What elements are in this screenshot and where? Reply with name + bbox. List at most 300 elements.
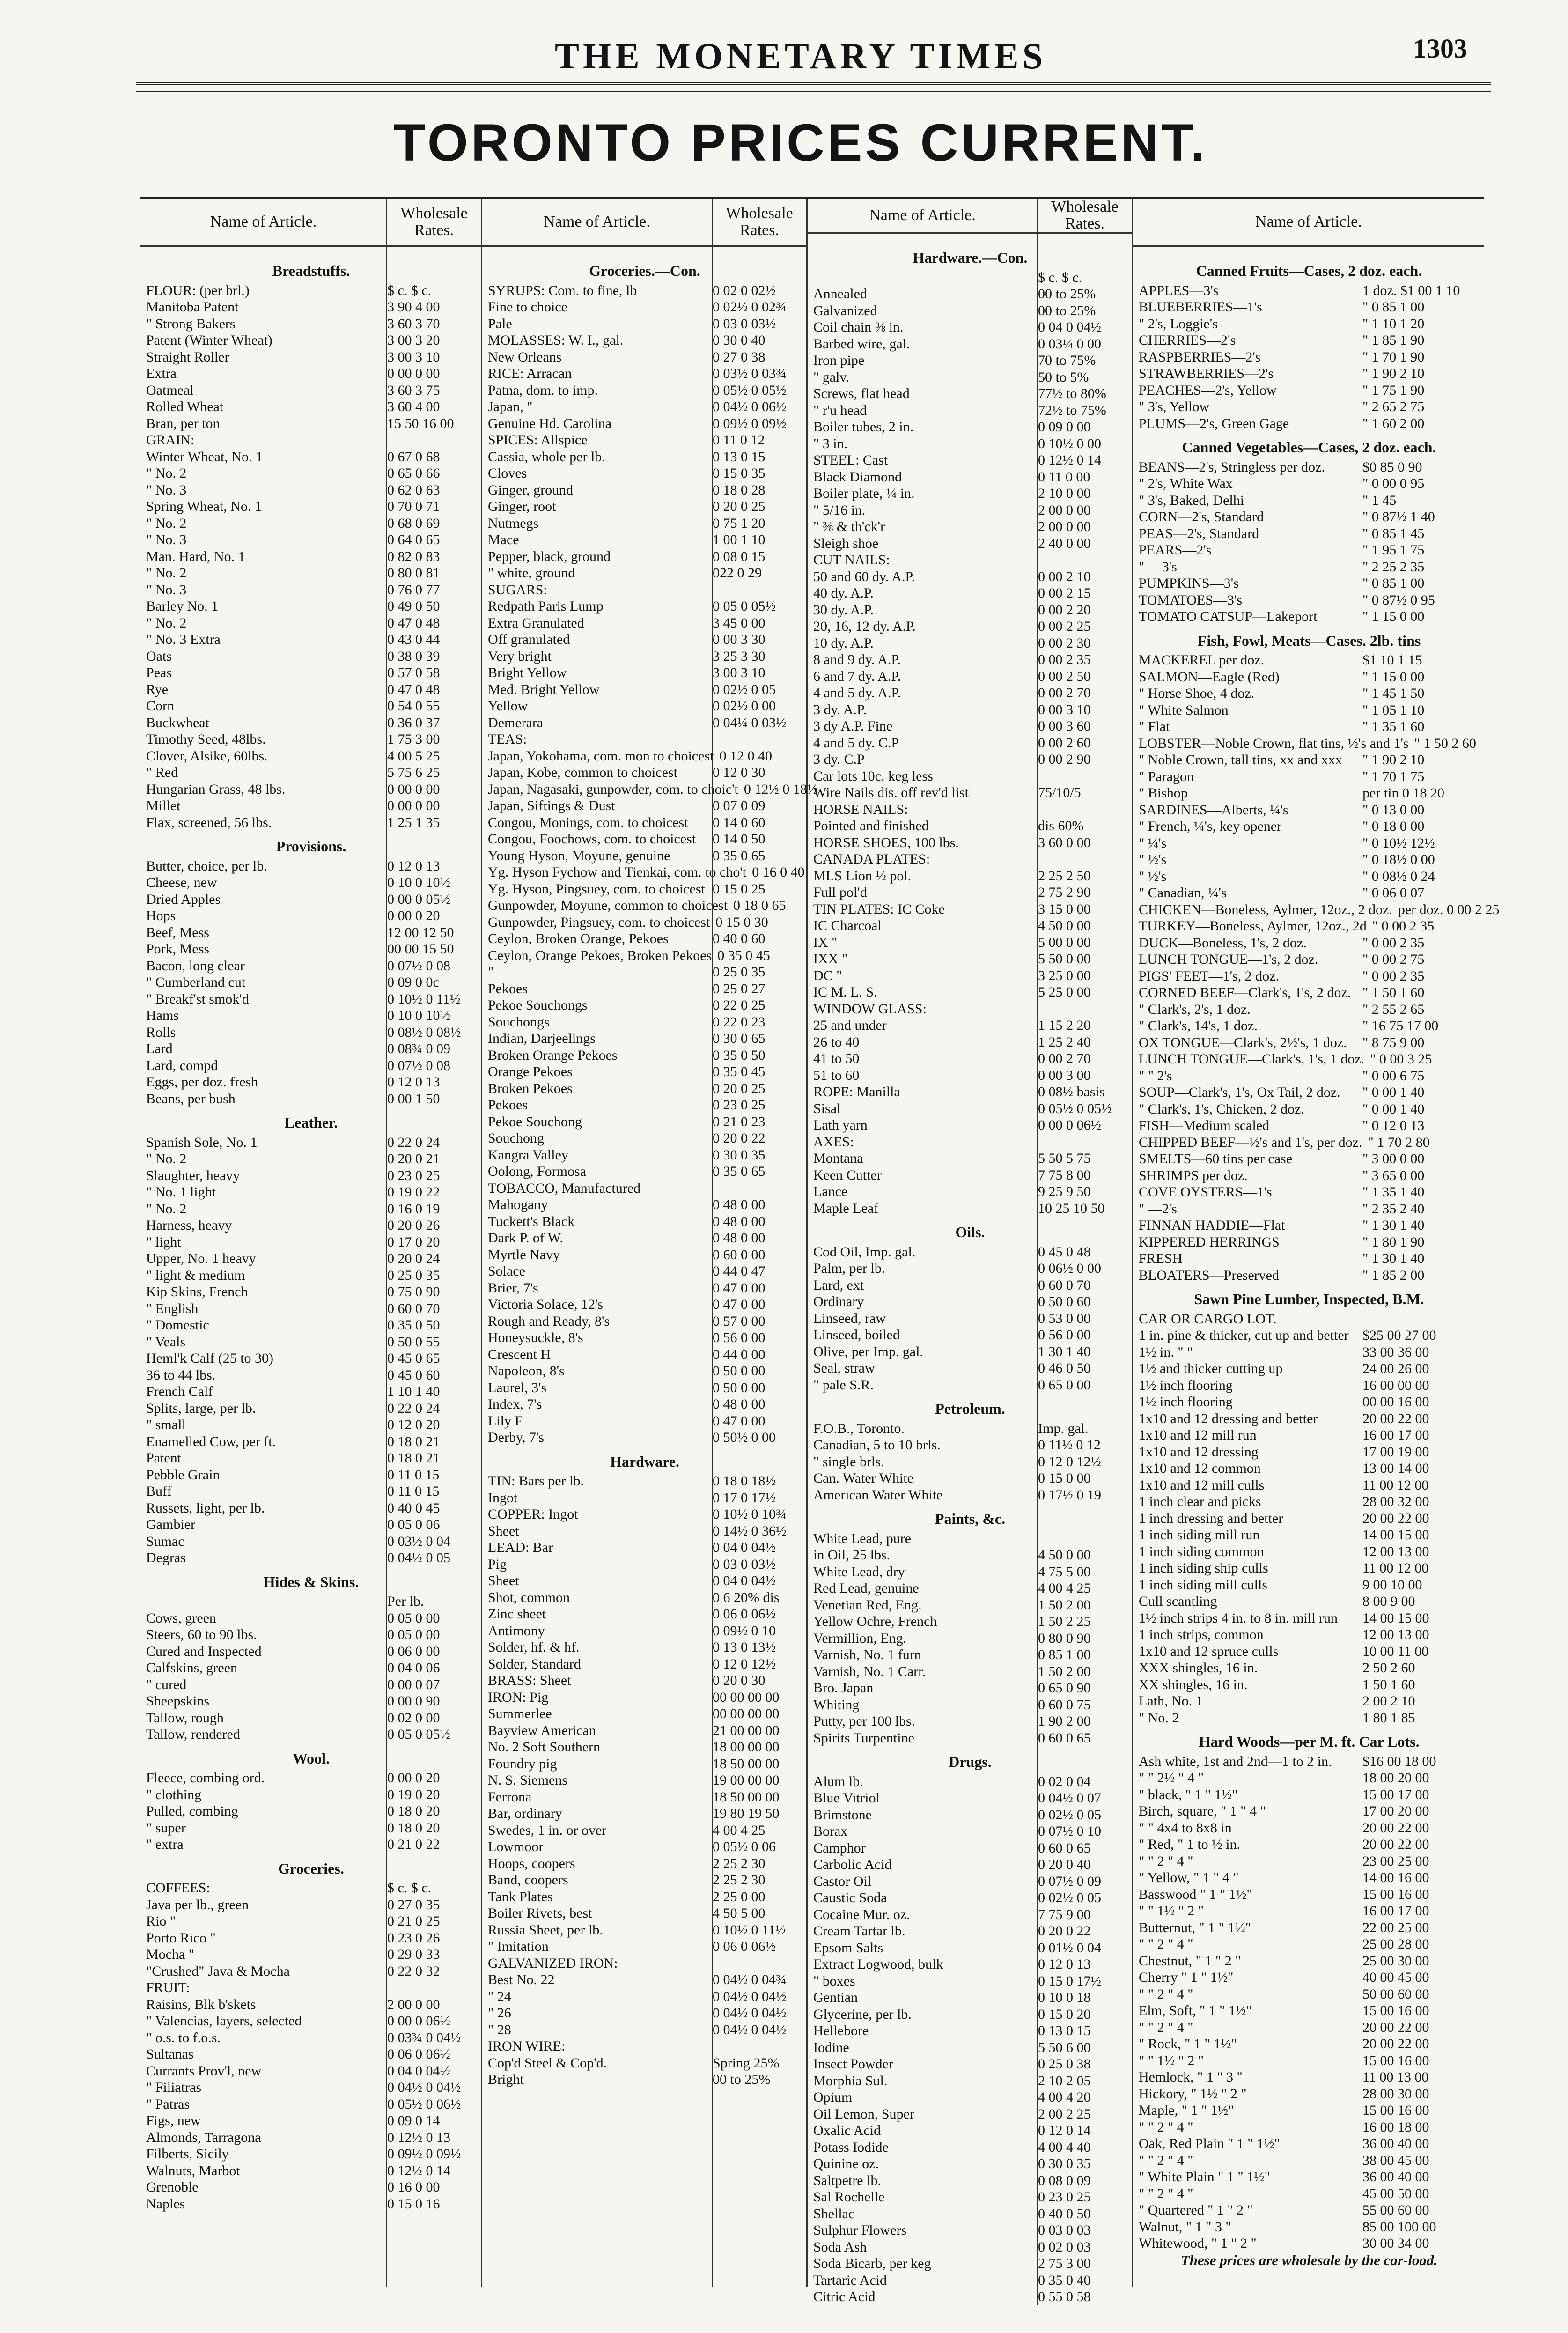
article-name: MOLASSES: W. I., gal.: [488, 332, 624, 348]
article-name: Boiler tubes, 2 in.: [813, 419, 914, 435]
article-name: " light: [146, 1234, 181, 1250]
price-row: [813, 419, 1127, 436]
header-name-of-article: Name of Article.: [1255, 213, 1362, 230]
article-name: Tuckett's Black: [488, 1213, 575, 1229]
wholesale-rate: 0 04½ 0 04½: [713, 2005, 787, 2021]
wholesale-rate: 2 25 2 30: [713, 1855, 766, 1871]
wholesale-rate: 3 00 3 10: [713, 665, 766, 680]
wholesale-rate: 0 44 0 00: [713, 1346, 766, 1362]
wholesale-rate: 0 03 0 03½: [713, 1556, 776, 1572]
wholesale-rate: 9 00 10 00: [1362, 1577, 1422, 1593]
price-row: [813, 336, 1127, 353]
article-name: Cocaine Mur. oz.: [813, 1906, 910, 1922]
wholesale-rate: 0 35 0 50: [387, 1317, 440, 1333]
wholesale-rate: 0 18 0 20: [387, 1803, 440, 1819]
price-row: [813, 1067, 1127, 1084]
price-row: [1139, 1134, 1480, 1151]
price-row: [146, 1533, 476, 1550]
price-row: [146, 2063, 476, 2080]
article-name: Gentian: [813, 1990, 858, 2005]
wholesale-rate: " 0 18½ 0 00: [1362, 852, 1435, 867]
article-name: " " 1½ " 2 ": [1139, 2052, 1204, 2068]
price-row: [1139, 1234, 1480, 1251]
price-row: [1139, 2119, 1480, 2136]
article-name: " No. 2: [146, 565, 187, 581]
price-row: [488, 1097, 802, 1114]
wholesale-rate: 0 10½ 0 11½: [713, 1922, 786, 1938]
wholesale-rate: 2 00 0 00: [1038, 502, 1091, 518]
article-name: Yg. Hyson Fychow and Tienkai, com. to cho't: [488, 864, 747, 880]
wholesale-rate: 14 00 15 00: [1362, 1527, 1429, 1543]
price-row: [813, 1646, 1127, 1663]
price-row: [146, 1041, 476, 1057]
article-name: Ceylon, Orange Pekoes, Broken Pekoes: [488, 947, 712, 963]
price-row: [146, 598, 476, 615]
wholesale-rate: 0 04 0 04½: [1038, 319, 1101, 335]
article-name: Straight Roller: [146, 349, 229, 365]
wholesale-rate: 0 82 0 83: [387, 548, 440, 564]
article-name: TOMATO CATSUP—Lakeport: [1139, 609, 1318, 624]
wholesale-rate: 0 60 0 70: [387, 1300, 440, 1316]
article-name: IC M. L. S.: [813, 984, 877, 1000]
price-row: [146, 1433, 476, 1450]
wholesale-rate: 5 50 6 00: [1038, 2039, 1091, 2055]
article-name: Rio ": [146, 1913, 176, 1929]
wholesale-rate: " 3 65 0 00: [1362, 1167, 1425, 1183]
price-row: [813, 585, 1127, 602]
article-name: " " 1½ " 2 ": [1139, 1903, 1204, 1919]
article-name: Tartaric Acid: [813, 2272, 887, 2288]
article-name: IRON: Pig: [488, 1689, 549, 1705]
article-name: White Lead, dry: [813, 1564, 905, 1580]
article-name: Naples: [146, 2196, 185, 2212]
section-heading: Hides & Skins.: [263, 1573, 359, 1590]
price-row: [488, 598, 802, 615]
wholesale-rate: 0 47 0 00: [713, 1413, 766, 1429]
wholesale-rate: 0 35 0 40: [1038, 2272, 1091, 2288]
article-name: Pulled, combing: [146, 1803, 238, 1819]
wholesale-rate: 19 80 19 50: [713, 1806, 780, 1821]
price-row: [146, 548, 476, 565]
article-name: " galv.: [813, 369, 849, 385]
wholesale-rate: 16 00 00 00: [1362, 1377, 1429, 1393]
article-name: " No. 2: [1139, 1710, 1179, 1726]
article-name: 1½ inch flooring: [1139, 1394, 1233, 1410]
article-name: Sisal: [813, 1100, 841, 1116]
wholesale-rate: 18 00 00 00: [713, 1739, 780, 1755]
article-name: " Veals: [146, 1334, 186, 1350]
article-name: AXES:: [813, 1134, 854, 1150]
wholesale-rate: 0 12 0 13: [387, 1074, 440, 1090]
article-name: FLOUR: (per brl.): [146, 282, 250, 298]
price-row: [813, 518, 1127, 535]
article-name: Lard: [146, 1041, 173, 1056]
article-name: " No. 3: [146, 532, 187, 547]
price-row: [1139, 1626, 1480, 1643]
price-row: [488, 930, 802, 947]
article-name: " boxes: [813, 1973, 855, 1989]
price-row: [813, 917, 1127, 934]
article-name: " No. 2: [146, 1201, 187, 1217]
wholesale-rate: 0 07½ 0 09: [1038, 1873, 1101, 1889]
article-name: " 2's, White Wax: [1139, 476, 1233, 491]
price-row: [1139, 1068, 1480, 1085]
article-name: " " 2 " 4 ": [1139, 2152, 1193, 2168]
article-name: Insect Powder: [813, 2056, 893, 2072]
article-name: Nutmegs: [488, 515, 539, 531]
wholesale-rate: 21 00 00 00: [713, 1722, 780, 1738]
wholesale-rate: 3 60 3 75: [387, 382, 440, 398]
wholesale-rate: 0 50 0 00: [713, 1380, 766, 1395]
price-row: [1139, 968, 1480, 985]
wholesale-rate: 0 10½ 0 10¾: [713, 1506, 787, 1522]
article-name: Can. Water White: [813, 1470, 913, 1486]
column-header: [482, 199, 806, 247]
wholesale-rate: 0 57 0 58: [387, 665, 440, 680]
price-row: [146, 1417, 476, 1433]
wholesale-rate: 55 00 60 00: [1362, 2202, 1429, 2218]
price-row: [813, 2106, 1127, 2123]
header-wholesale-rates: Wholesale Rates.: [400, 205, 468, 239]
article-name: Ordinary: [813, 1294, 864, 1309]
header-name-of-article: Name of Article.: [140, 199, 387, 245]
wholesale-rate: 50 to 5%: [1038, 369, 1089, 385]
article-name: Dark P. of W.: [488, 1230, 563, 1246]
wholesale-rate: 1 10 1 40: [387, 1384, 440, 1399]
section-heading: Sawn Pine Lumber, Inspected, B.M.: [1194, 1291, 1424, 1307]
wholesale-rate: 0 27 0 35: [387, 1897, 440, 1912]
price-row: [146, 1516, 476, 1533]
article-name: " Patras: [146, 2096, 190, 2112]
wholesale-rate: 0 14½ 0 36½: [713, 1523, 787, 1539]
wholesale-rate: 0 14 0 50: [713, 831, 766, 847]
price-row: [813, 1470, 1127, 1487]
wholesale-rate: " 0 10½ 12½: [1362, 835, 1435, 851]
price-row: [813, 2139, 1127, 2156]
wholesale-rate: " 1 30 1 40: [1362, 1218, 1425, 1233]
article-name: " Quartered " 1 " 2 ": [1139, 2202, 1253, 2218]
wholesale-rate: $16 00 18 00: [1362, 1753, 1436, 1769]
article-name: IXX ": [813, 951, 848, 967]
price-row: [813, 701, 1127, 718]
section-heading: Canned Fruits—Cases, 2 doz. each.: [1196, 262, 1422, 279]
article-name: 1 inch siding mill run: [1139, 1527, 1260, 1543]
price-row: [813, 568, 1127, 585]
article-name: Spring Wheat, No. 1: [146, 499, 262, 514]
wholesale-rate: 0 09½ 0 10: [713, 1623, 776, 1639]
price-row: [488, 1346, 802, 1363]
wholesale-rate: " 2 35 2 40: [1362, 1201, 1425, 1217]
article-name: SHRIMPS per doz.: [1139, 1167, 1248, 1183]
article-name: Saltpetre lb.: [813, 2172, 881, 2188]
price-row: [813, 1680, 1127, 1697]
article-name: " No. 3: [146, 582, 187, 598]
article-name: " No. 2: [146, 1151, 187, 1166]
wholesale-rate: 25 00 28 00: [1362, 1936, 1429, 1952]
wholesale-rate: 0 14 0 60: [713, 814, 766, 830]
price-row: [813, 485, 1127, 502]
price-row: [813, 1730, 1127, 1747]
article-name: Iodine: [813, 2039, 849, 2055]
wholesale-rate: per tin 0 18 20: [1362, 785, 1444, 801]
masthead: THE MONETARY TIMES: [555, 36, 1046, 76]
price-row: [488, 1180, 802, 1197]
article-name: 1 inch strips, common: [1139, 1627, 1264, 1642]
price-row: [1139, 802, 1480, 819]
price-row: [488, 814, 802, 831]
section-heading: Wool.: [292, 1750, 330, 1767]
wholesale-rate: 0 04 0 06: [387, 1660, 440, 1676]
article-name: Oatmeal: [146, 382, 194, 398]
wholesale-rate: 3 60 4 00: [387, 399, 440, 414]
wholesale-rate: 0 15 0 00: [1038, 1470, 1091, 1486]
wholesale-rate: 0 10 0 10½: [387, 1008, 450, 1023]
price-row: [1139, 1969, 1480, 1986]
article-name: COFFEES:: [146, 1880, 210, 1896]
price-row: [488, 1473, 802, 1490]
article-name: Varnish, No. 1 Carr.: [813, 1663, 926, 1679]
price-row: [813, 1597, 1127, 1614]
article-name: 1 inch clear and picks: [1139, 1494, 1261, 1509]
wholesale-rate: 5 50 5 75: [1038, 1151, 1091, 1166]
wholesale-rate: " 1 45 1 50: [1362, 686, 1425, 701]
price-row: [146, 1167, 476, 1184]
wholesale-rate: 4 00 4 25: [1038, 1580, 1091, 1596]
article-name: Hops: [146, 908, 176, 923]
price-row: [1139, 575, 1480, 592]
article-name: Butter, choice, per lb.: [146, 858, 267, 874]
wholesale-rate: 0 05 0 06: [387, 1517, 440, 1532]
article-name: Ash white, 1st and 2nd—1 to 2 in.: [1139, 1753, 1332, 1769]
price-row: [1139, 1986, 1480, 2003]
price-row: [488, 1573, 802, 1589]
article-name: Annealed: [813, 286, 867, 302]
price-row: [146, 1217, 476, 1234]
price-column-4: [1133, 199, 1500, 2287]
article-name: Black Diamond: [813, 469, 902, 485]
article-name: MLS Lion ½ pol.: [813, 868, 912, 884]
wholesale-rate: 0 11 0 15: [387, 1467, 440, 1483]
price-row: [146, 2146, 476, 2163]
article-name: Heml'k Calf (25 to 30): [146, 1351, 274, 1366]
wholesale-rate: [1032, 768, 1127, 785]
article-name: Bright: [488, 2072, 524, 2087]
wholesale-rate: 3 45 0 00: [713, 615, 766, 631]
price-row: [1139, 818, 1480, 835]
article-name: Potass Iodide: [813, 2139, 889, 2155]
article-name: Pork, Mess: [146, 941, 210, 957]
price-row: [146, 2163, 476, 2179]
price-row: [1139, 1201, 1480, 1218]
article-name: Clover, Alsike, 60lbs.: [146, 748, 268, 764]
wholesale-rate: 0 43 0 44: [387, 632, 440, 647]
article-name: Cloves: [488, 465, 527, 481]
wholesale-rate: 17 00 19 00: [1362, 1444, 1429, 1460]
wholesale-rate: 0 10½ 0 00: [1038, 436, 1101, 451]
wholesale-rate: 0 23 0 25: [387, 1167, 440, 1183]
price-row: [813, 1823, 1127, 1840]
wholesale-rate: 0 22 0 24: [387, 1134, 440, 1150]
wholesale-rate: 15 50 16 00: [387, 415, 454, 431]
price-row: [488, 515, 802, 532]
price-row: [1139, 2102, 1480, 2119]
article-name: Citric Acid: [813, 2289, 876, 2304]
article-name: Beef, Mess: [146, 924, 209, 940]
article-name: XX shingles, 16 in.: [1139, 1676, 1248, 1692]
price-row: [1139, 1543, 1480, 1560]
wholesale-rate: [1032, 1001, 1127, 1018]
wholesale-rate: " 0 00 2 35: [1362, 935, 1425, 951]
article-name: " " 2½ " 4 ": [1139, 1770, 1204, 1786]
price-row: [488, 1789, 802, 1806]
price-row: [813, 901, 1127, 918]
article-name: TEAS:: [488, 731, 527, 747]
wholesale-rate: " 3 00 0 00: [1362, 1151, 1425, 1166]
wholesale-rate: 0 22 0 23: [713, 1014, 766, 1030]
article-name: 1½ inch flooring: [1139, 1377, 1233, 1393]
article-name: COVE OYSTERS—1's: [1139, 1184, 1272, 1200]
wholesale-rate: 0 00 2 60: [1038, 735, 1091, 751]
wholesale-rate: 18 50 00 00: [713, 1789, 780, 1805]
article-name: Cured and Inspected: [146, 1643, 262, 1659]
price-row: [813, 2239, 1127, 2256]
price-row: [813, 718, 1127, 735]
price-row: [1139, 1527, 1480, 1543]
article-name: " 28: [488, 2022, 511, 2038]
price-row: [1139, 2235, 1480, 2252]
wholesale-rate: 38 00 45 00: [1362, 2152, 1429, 2168]
wholesale-rate: 0 03 0 03: [1038, 2222, 1091, 2238]
price-row: [813, 1973, 1127, 1990]
price-row: [1139, 2069, 1480, 2086]
price-row: [1139, 1577, 1480, 1594]
article-name: CUT NAILS:: [813, 552, 890, 568]
price-row: [146, 1383, 476, 1400]
price-row: [813, 1117, 1127, 1134]
article-name: Lard, ext: [813, 1277, 864, 1293]
price-row: [813, 2073, 1127, 2089]
price-row: [146, 1057, 476, 1074]
article-name: Epsom Salts: [813, 1940, 883, 1956]
wholesale-rate: 0 00 3 60: [1038, 718, 1091, 734]
price-row: [488, 1114, 802, 1130]
wholesale-rate: 14 00 15 00: [1362, 1610, 1429, 1626]
price-row: [813, 1150, 1127, 1167]
article-name: Tank Plates: [488, 1889, 553, 1905]
wholesale-rate: 15 00 16 00: [1362, 2003, 1429, 2018]
wholesale-rate: 3 90 4 00: [387, 299, 440, 315]
wholesale-rate: 0 09½ 0 09½: [713, 415, 787, 431]
wholesale-rate: 0 68 0 69: [387, 515, 440, 531]
price-row: [146, 631, 476, 648]
article-name: Camphor: [813, 1840, 866, 1856]
wholesale-rate: 5 00 0 00: [1038, 934, 1091, 950]
wholesale-rate: " 1 35 1 40: [1362, 1184, 1425, 1200]
price-row: [1139, 1886, 1480, 1903]
wholesale-rate: 0 40 0 45: [387, 1500, 440, 1516]
price-row: [1139, 608, 1480, 625]
wholesale-rate: 0 76 0 77: [387, 582, 440, 598]
wholesale-rate: " 0 13 0 00: [1362, 802, 1425, 818]
article-name: Sulphur Flowers: [813, 2222, 907, 2238]
wholesale-rate: 0 05 0 00: [387, 1610, 440, 1626]
article-name: Cows, green: [146, 1610, 216, 1626]
wholesale-rate: " 1 70 1 75: [1362, 768, 1425, 784]
wholesale-rate: " 0 00 1 40: [1362, 1085, 1425, 1100]
price-row: [146, 781, 476, 798]
price-row: [813, 469, 1127, 486]
header-name-of-article: Name of Article.: [808, 199, 1038, 232]
article-name: Walnut, " 1 " 3 ": [1139, 2219, 1231, 2235]
price-row: [146, 349, 476, 366]
wholesale-rate: 0 04¼ 0 03½: [713, 715, 787, 731]
wholesale-rate: 0 09 0 0c: [387, 975, 439, 990]
price-row: [813, 967, 1127, 984]
wholesale-rate: 0 56 0 00: [1038, 1327, 1091, 1343]
price-row: [1139, 918, 1480, 935]
price-row: [1139, 1510, 1480, 1527]
wholesale-rate: 4 75 5 00: [1038, 1564, 1091, 1580]
price-row: [1139, 1770, 1480, 1787]
wholesale-rate: 1 00 1 10: [713, 532, 766, 547]
article-name: " Clark's, 1's, Chicken, 2 doz.: [1139, 1101, 1304, 1117]
article-name: Lowmoor: [488, 1839, 544, 1854]
wholesale-rate: 0 12 0 13: [1038, 1956, 1091, 1972]
wholesale-rate: 0 06 0 06½: [387, 2046, 450, 2062]
article-name: Patent: [146, 1450, 181, 1466]
article-name: Yellow Ochre, French: [813, 1614, 937, 1629]
wholesale-rate: 0 04½ 0 04¾: [713, 1972, 787, 1987]
wholesale-rate: 0 23 0 26: [387, 1930, 440, 1946]
wholesale-rate: 2 25 2 30: [713, 1872, 766, 1888]
price-row: [488, 1838, 802, 1855]
wholesale-rate: 2 10 2 05: [1038, 2073, 1091, 2089]
price-row: [1139, 2002, 1480, 2019]
article-name: Whitewood, " 1 " 2 ": [1139, 2236, 1257, 2251]
article-name: Extra Granulated: [488, 615, 584, 631]
article-name: CANADA PLATES:: [813, 851, 930, 867]
wholesale-rate: 0 12 0 12½: [1038, 1454, 1101, 1469]
price-row: [813, 1310, 1127, 1327]
header-wholesale-rates: Wholesale Rates.: [726, 205, 793, 239]
wholesale-rate: 9 25 9 50: [1038, 1184, 1091, 1199]
price-row: [1139, 669, 1480, 686]
price-row: [813, 1277, 1127, 1294]
article-name: Gunpowder, Pingsuey, com. to choicest: [488, 914, 710, 930]
article-name: BLOATERS—Preserved: [1139, 1267, 1279, 1283]
wholesale-rate: " 1 85 1 90: [1362, 332, 1425, 348]
article-name: SARDINES—Alberts, ¼'s: [1139, 802, 1288, 818]
wholesale-rate: 0 01½ 0 04: [1038, 1940, 1101, 1956]
wholesale-rate: 3 00 3 10: [387, 349, 440, 365]
wholesale-rate: 0 12 0 40: [719, 748, 772, 764]
article-name: Chestnut, " 1 " 2 ": [1139, 1953, 1241, 1969]
price-row: [813, 2156, 1127, 2172]
article-name: CORN—2's, Standard: [1139, 509, 1264, 524]
article-name: French Calf: [146, 1384, 213, 1399]
article-name: " 5/16 in.: [813, 502, 866, 518]
article-name: Boiler Rivets, best: [488, 1905, 592, 1921]
article-name: Harness, heavy: [146, 1218, 232, 1233]
wholesale-rate: " 0 00 6 75: [1362, 1068, 1425, 1084]
article-name: Spanish Sole, No. 1: [146, 1134, 258, 1150]
article-name: " white, ground: [488, 565, 575, 581]
wholesale-rate: " 0 85 1 00: [1362, 576, 1425, 591]
wholesale-rate: 0 20 0 22: [713, 1130, 766, 1146]
article-name: XXX shingles, 16 in.: [1139, 1660, 1258, 1676]
price-row: [813, 1940, 1127, 1956]
price-row: [488, 316, 802, 332]
